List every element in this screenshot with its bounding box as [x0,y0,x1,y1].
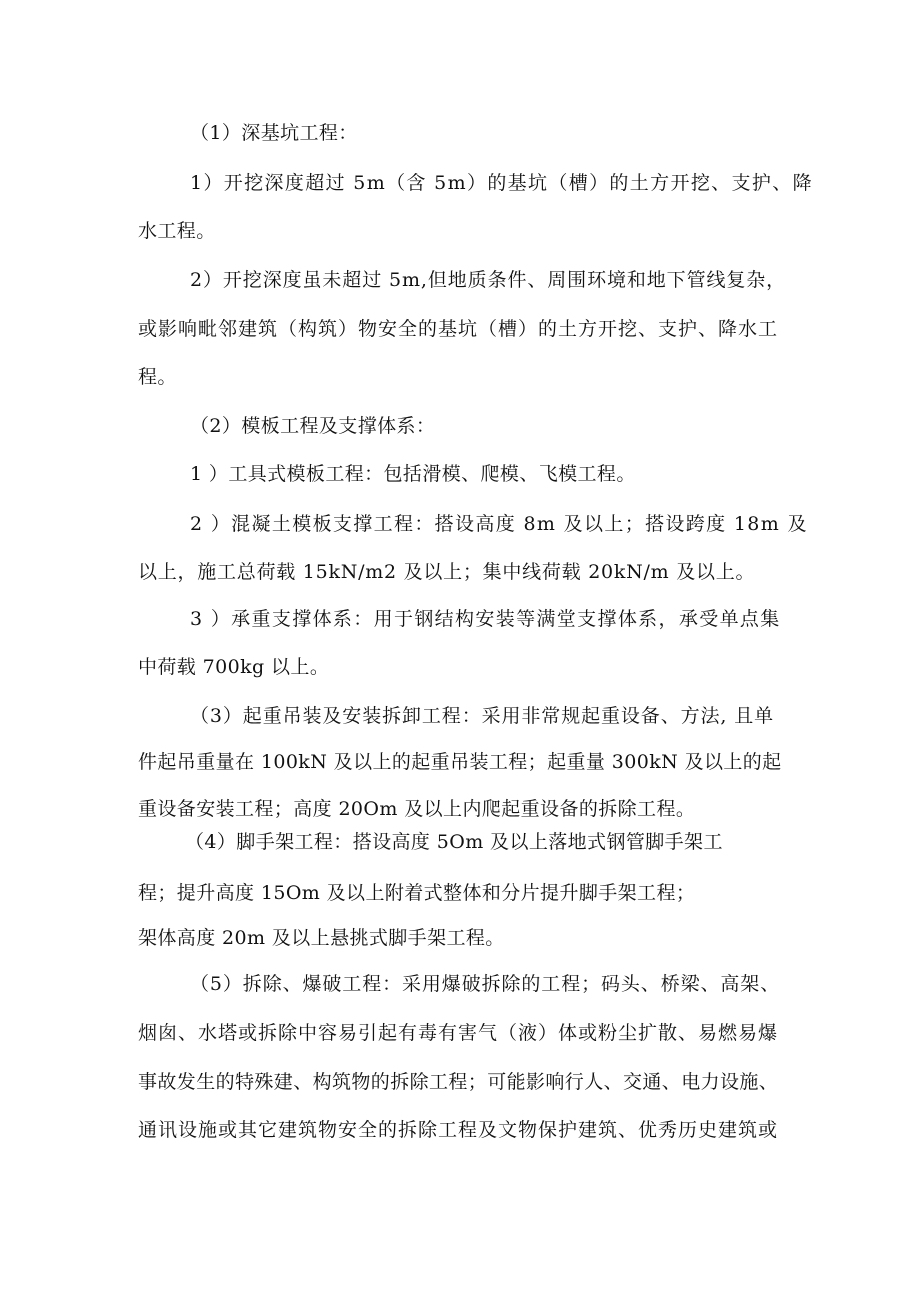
paragraph-line: 1）开挖深度超过 5m（含 5m）的基坑（槽）的土方开挖、支护、降 [190,172,813,194]
paragraph-line: 程；提升高度 15Om 及以上附着式整体和分片提升脚手架工程； [138,882,696,904]
paragraph-line: 重设备安装工程；高度 20Om 及以上内爬起重设备的拆除工程。 [138,798,696,820]
paragraph-line: 水工程。 [138,220,216,242]
paragraph-line: 以上，施工总荷载 15kN/m2 及以上；集中线荷载 20kN/m 及以上。 [138,561,756,583]
paragraph-line: 通讯设施或其它建筑物安全的拆除工程及文物保护建筑、优秀历史建筑或 [138,1119,779,1141]
paragraph-line: 程。 [138,366,177,388]
paragraph-line: 事故发生的特殊建、构筑物的拆除工程；可能影响行人、交通、电力设施、 [138,1071,779,1093]
section-heading-demolition: （5）拆除、爆破工程：采用爆破拆除的工程；码头、桥梁、高架、 [190,973,781,995]
section-heading-scaffolding: （4）脚手架工程：搭设高度 5Om 及以上落地式钢管脚手架工 [185,831,723,853]
paragraph-line: 2 ）混凝土模板支撑工程：搭设高度 8m 及以上；搭设跨度 18m 及 [190,513,808,535]
paragraph-line: 烟囱、水塔或拆除中容易引起有毒有害气（液）体或粉尘扩散、易燃易爆 [138,1022,779,1044]
paragraph-line: 或影响毗邻建筑（构筑）物安全的基坑（槽）的土方开挖、支护、降水工 [138,318,779,340]
paragraph-line: 架体高度 20m 及以上悬挑式脚手架工程。 [138,927,505,949]
paragraph-line: 中荷载 700kg 以上。 [138,656,330,678]
section-heading-deep-foundation-pit: （1）深基坑工程： [190,122,358,144]
section-heading-formwork: （2）模板工程及支撑体系： [190,415,436,437]
paragraph-line: 1 ）工具式模板工程：包括滑模、爬模、飞模工程。 [190,463,636,485]
paragraph-line: 3 ）承重支撑体系：用于钢结构安装等满堂支撑体系，承受单点集 [190,608,781,630]
paragraph-line: 2）开挖深度虽未超过 5m,但地质条件、周围环境和地下管线复杂， [190,269,787,291]
section-heading-lifting: （3）起重吊装及安装拆卸工程：采用非常规起重设备、方法, 且单 [190,705,775,727]
paragraph-line: 件起吊重量在 100kN 及以上的起重吊装工程；起重量 300kN 及以上的起 [138,751,782,773]
